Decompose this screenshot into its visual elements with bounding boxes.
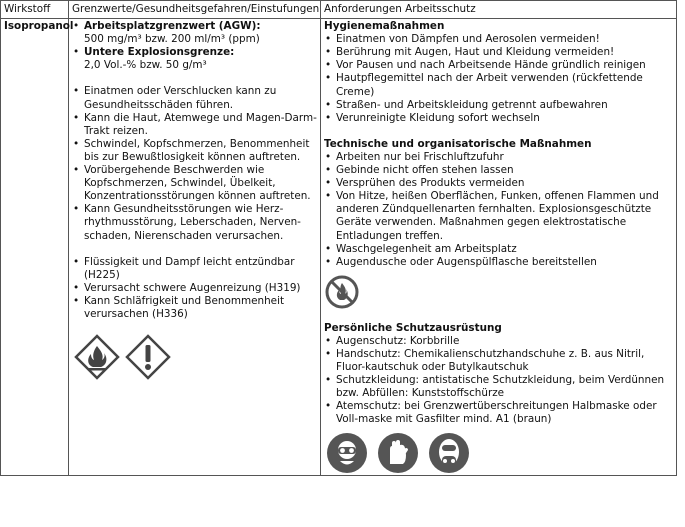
hygiene-list [324,33,673,125]
list-item: • Schutzkleidung: antistatische Schutzkleidung, beim Verdünnen bzw. Abfüllen: Kunststoffschürze [324,374,673,400]
list-item: • Vor Pausen und nach Arbeitsende Hände gründlich reinigen [324,59,673,72]
ghs-pictograms [72,334,317,380]
flame-icon [74,334,120,380]
header-row [1,1,677,19]
list-item: • Kann die Haut, Atemwege und Magen-Darm-Trakt reizen. [72,112,317,138]
header-substance: Wirkstoff [1,1,69,19]
ueg-value: 2,0 Vol.-% bzw. 50 g/m³ [84,59,207,72]
list-item: • Verunreinigte Kleidung sofort wechseln [324,112,673,125]
list-item: • Versprühen des Produkts vermeiden [324,177,673,190]
agw-label: • Arbeitsplatzgrenzwert (AGW): [84,20,261,33]
list-item: • Straßen- und Arbeitskleidung getrennt aufbewahren [324,99,673,112]
agw-value: 500 mg/m³ bzw. 200 ml/m³ (ppm) [84,33,260,46]
respirator-icon [428,432,470,474]
list-item [72,46,317,72]
list-item: • Augendusche oder Augenspülflasche bereitstellen [324,256,673,269]
no-open-flame-icon [325,275,359,309]
list-item: • Einatmen von Dämpfen und Aerosolen vermeiden! [324,33,673,46]
list-item: • Schwindel, Kopfschmerzen, Benommenheit bis zur Bewußtlosigkeit können auftreten. [72,138,317,164]
list-item: • Hautpflegemittel nach der Arbeit verwenden (rückfettende Creme) [324,72,673,98]
hygiene-heading: Hygienemaßnahmen [324,20,445,33]
hazards-list [72,85,317,242]
list-item: • Waschgelegenheit am Arbeitsplatz [324,243,673,256]
list-item: • Kann Gesundheitsstörungen wie Herz-rhythmusstörung, Leberschaden, Nerven-schaden, Nierenschaden verursachen. [72,203,317,242]
list-item: • Kann Schläfrigkeit und Benommenheit verursachen (H336) [72,295,317,321]
header-limits-hazards: Grenzwerte/Gesundheitsgefahren/Einstufungen [69,1,321,19]
list-item: • Flüssigkeit und Dampf leicht entzündbar (H225) [72,256,317,282]
list-item: • Gebinde nicht offen stehen lassen [324,164,673,177]
technical-list [324,151,673,269]
list-item: • Augenschutz: Korbbrille [324,335,673,348]
list-item: • Berührung mit Augen, Haut und Kleidung vermeiden! [324,46,673,59]
technical-heading: Technische und organisatorische Maßnahmen [324,137,592,150]
list-item: • Einatmen oder Verschlucken kann zu Gesundheitsschäden führen. [72,85,317,111]
substance-row [1,19,677,475]
gloves-icon [377,432,419,474]
ueg-label: • Untere Explosionsgrenze: [84,46,235,59]
exclamation-icon [125,334,171,380]
requirements-cell [321,19,677,475]
list-item: • Arbeiten nur bei Frischluftzufuhr [324,151,673,164]
ppe-signs [324,432,673,474]
h-statements-list [72,256,317,321]
list-item: • Vorübergehende Beschwerden wie Kopfschmerzen, Schwindel, Übelkeit, Konzentrationsstörungen können auftreten. [72,164,317,203]
list-item: • Atemschutz: bei Grenzwertüberschreitungen Halbmaske oder Voll-maske mit Gasfilter mind. A1 (braun) [324,400,673,426]
ppe-list [324,335,673,427]
limits-hazards-cell [69,19,321,475]
list-item: • Von Hitze, heißen Oberflächen, Funken, offenen Flammen und anderen Zündquellenarten fernhalten. Explosionsgeschützte Geräte verwenden. Maßnahmen gegen elektrostatische Entladungen treffen. [324,190,673,242]
limit-values-list [72,20,317,72]
substance-name: Isopropanol [1,19,69,475]
header-requirements: Anforderungen Arbeitsschutz [321,1,677,19]
list-item [72,20,317,46]
ppe-heading: Persönliche Schutzausrüstung [324,321,502,334]
list-item: • Handschutz: Chemikalienschutzhandschuhe z. B. aus Nitril, Fluor-kautschuk oder Butylkautschuk [324,348,673,374]
list-item: • Verursacht schwere Augenreizung (H319) [72,282,317,295]
prohibition-sign [324,275,673,309]
goggles-icon [326,432,368,474]
